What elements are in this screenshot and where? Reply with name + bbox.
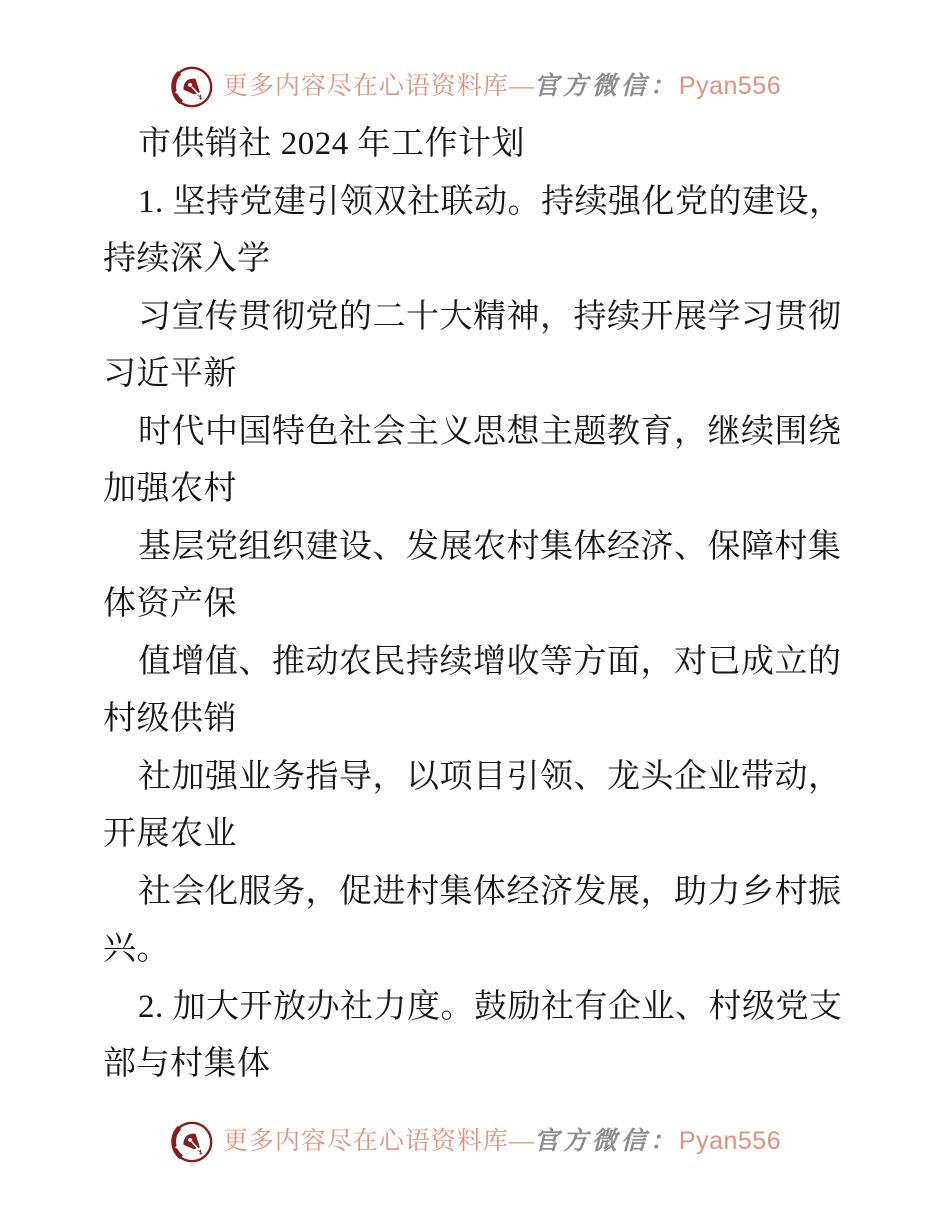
watermark-wechat-id: Pyan556 <box>678 72 782 100</box>
watermark-dash: — <box>508 73 534 100</box>
text-line: 持续深入学 <box>103 241 271 277</box>
watermark-text <box>223 63 781 110</box>
document-body <box>103 116 873 1094</box>
text-line: 2. 加大开放办社力度。鼓励社有企业、村级党支 <box>138 988 843 1025</box>
text-line: 兴。 <box>103 931 170 967</box>
header-watermark <box>0 63 950 110</box>
watermark-wechat-id: Pyan556 <box>678 1127 782 1155</box>
document-lines <box>103 174 873 1094</box>
text-line: 村级供销 <box>103 701 237 737</box>
text-line: 加强农村 <box>103 471 237 507</box>
watermark-brand-text: 更多内容尽在心语资料库 <box>222 73 509 100</box>
text-line: 习宣传贯彻党的二十大精神，持续开展学习贯彻 <box>138 298 842 335</box>
text-line: 社加强业务指导，以项目引领、龙头企业带动， <box>138 758 842 795</box>
watermark-wechat-label: 官方微信： <box>533 73 679 100</box>
watermark-dash: — <box>508 1128 534 1155</box>
text-line: 基层党组织建设、发展农村集体经济、保障村集 <box>138 528 842 565</box>
pen-nib-emblem-icon <box>169 64 215 110</box>
watermark-wechat-label: 官方微信： <box>533 1128 679 1155</box>
footer-watermark <box>0 1118 950 1165</box>
text-line: 开展农业 <box>103 816 237 852</box>
text-line: 1. 坚持党建引领双社联动。持续强化党的建设， <box>138 183 843 220</box>
text-line: 时代中国特色社会主义思想主题教育，继续围绕 <box>138 413 842 450</box>
text-line: 部与村集体 <box>103 1046 271 1082</box>
document-title: 市供销社 2024 年工作计划 <box>138 126 525 162</box>
text-line: 值增值、推动农民持续增收等方面，对已成立的 <box>138 643 842 680</box>
watermark-text <box>223 1118 781 1165</box>
text-line: 习近平新 <box>103 356 237 392</box>
watermark-brand-text: 更多内容尽在心语资料库 <box>222 1128 509 1155</box>
text-line: 体资产保 <box>103 586 237 622</box>
pen-nib-emblem-icon <box>169 1119 215 1165</box>
text-line: 社会化服务，促进村集体经济发展，助力乡村振 <box>138 873 842 910</box>
